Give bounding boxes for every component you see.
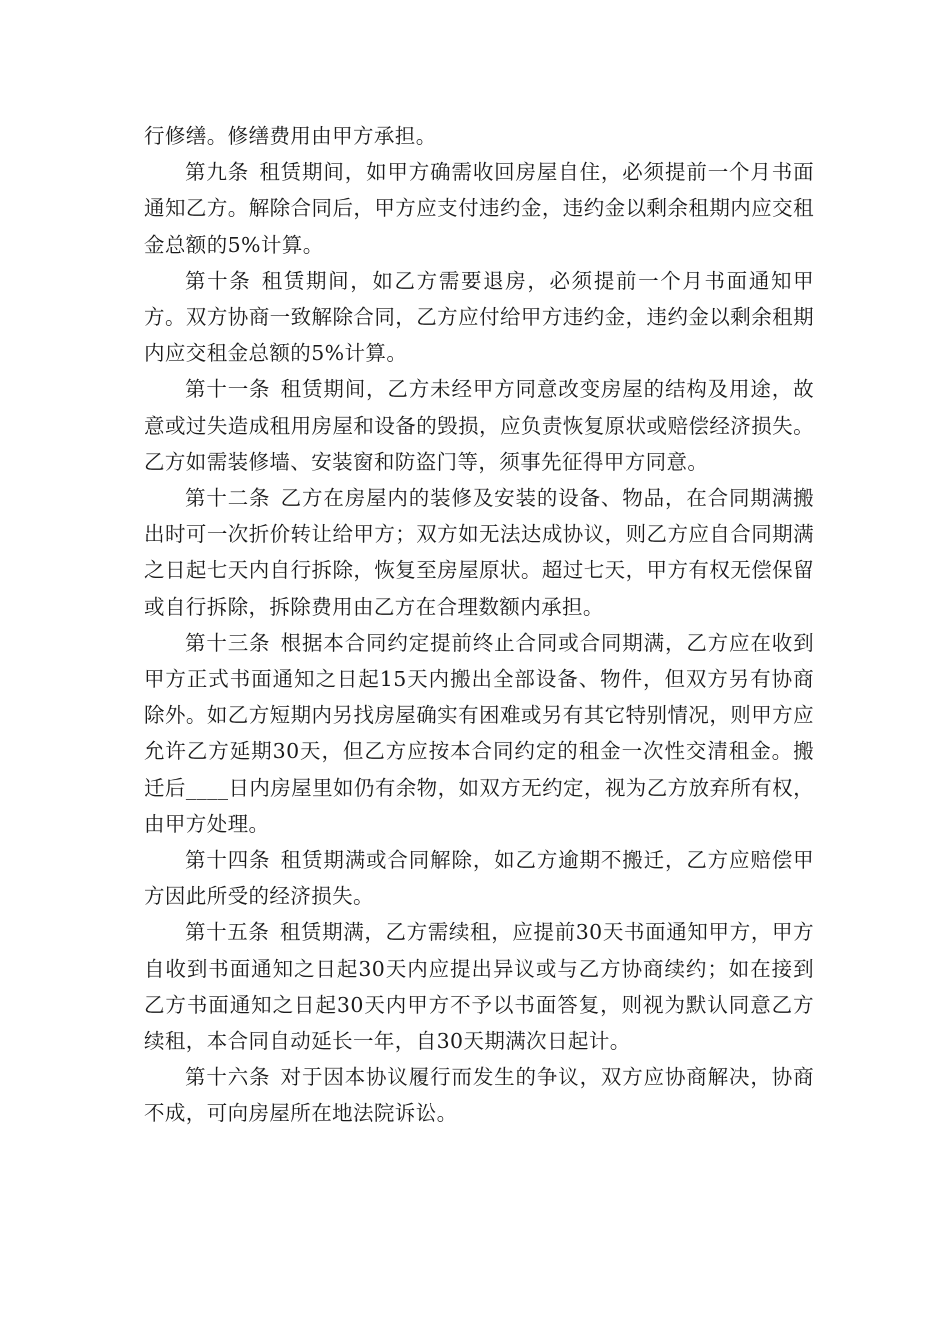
article-text: 乙方在房屋内的装修及安装的设备、物品，在合同期满搬出时可一次折价转让给甲方；双方如无法达成协议，则乙方应自合同期满之日起七天内自行拆除，恢复至房屋原状。超过七天，甲方有权无偿保留或自行拆除，拆除费用由乙方在合理数额内承担。 [144, 486, 814, 619]
paragraph-text: 行修缮。修缮费用由甲方承担。 [144, 124, 437, 148]
article-12 [144, 480, 814, 625]
article-text: 租赁期间，如乙方需要退房，必须提前一个月书面通知甲方。双方协商一致解除合同，乙方应付给甲方违约金，违约金以剩余租期内应交租金总额的5%计算。 [144, 268, 815, 366]
article-heading: 第十条 [185, 268, 252, 293]
article-14 [144, 842, 814, 914]
article-text: 对于因本协议履行而发生的争议，双方应协商解决，协商不成，可向房屋所在地法院诉讼。 [144, 1065, 814, 1126]
article-heading: 第十六条 [185, 1065, 271, 1090]
paragraph-continuation [144, 118, 814, 154]
contract-body [144, 118, 814, 1132]
article-heading: 第九条 [185, 160, 250, 185]
article-9 [144, 154, 814, 263]
article-13 [144, 625, 814, 842]
article-text: 租赁期满或合同解除，如乙方逾期不搬迁，乙方应赔偿甲方因此所受的经济损失。 [144, 848, 814, 909]
article-11 [144, 371, 814, 480]
article-heading: 第十二条 [185, 486, 271, 511]
article-heading: 第十四条 [185, 848, 271, 873]
article-text: 租赁期满，乙方需续租，应提前30天书面通知甲方，甲方自收到书面通知之日起30天内应提出异议或与乙方协商续约；如在接到乙方书面通知之日起30天内甲方不予以书面答复，则视为默认同意乙方续租，本合同自动延长一年，自30天期满次日起计。 [144, 920, 815, 1054]
article-10 [144, 263, 814, 372]
article-heading: 第十三条 [185, 630, 271, 655]
article-heading: 第十五条 [185, 920, 270, 945]
article-text: 租赁期间，乙方未经甲方同意改变房屋的结构及用途，故意或过失造成租用房屋和设备的毁损，应负责恢复原状或赔偿经济损失。乙方如需装修墙、安装窗和防盗门等，须事先征得甲方同意。 [144, 377, 814, 474]
article-text: 根据本合同约定提前终止合同或合同期满，乙方应在收到甲方正式书面通知之日起15天内搬出全部设备、物件，但双方另有协商除外。如乙方短期内另找房屋确实有困难或另有其它特别情况，则甲方应允许乙方延期30天，但乙方应按本合同约定的租金一次性交清租金。搬迁后____日内房屋里如仍有余物，如双方无约定，视为乙方放弃所有权，由甲方处理。 [144, 630, 814, 836]
article-15 [144, 914, 814, 1059]
article-text: 租赁期间，如甲方确需收回房屋自住，必须提前一个月书面通知乙方。解除合同后，甲方应支付违约金，违约金以剩余租期内应交租金总额的5%计算。 [144, 160, 814, 257]
article-heading: 第十一条 [185, 377, 271, 402]
article-16 [144, 1059, 814, 1131]
